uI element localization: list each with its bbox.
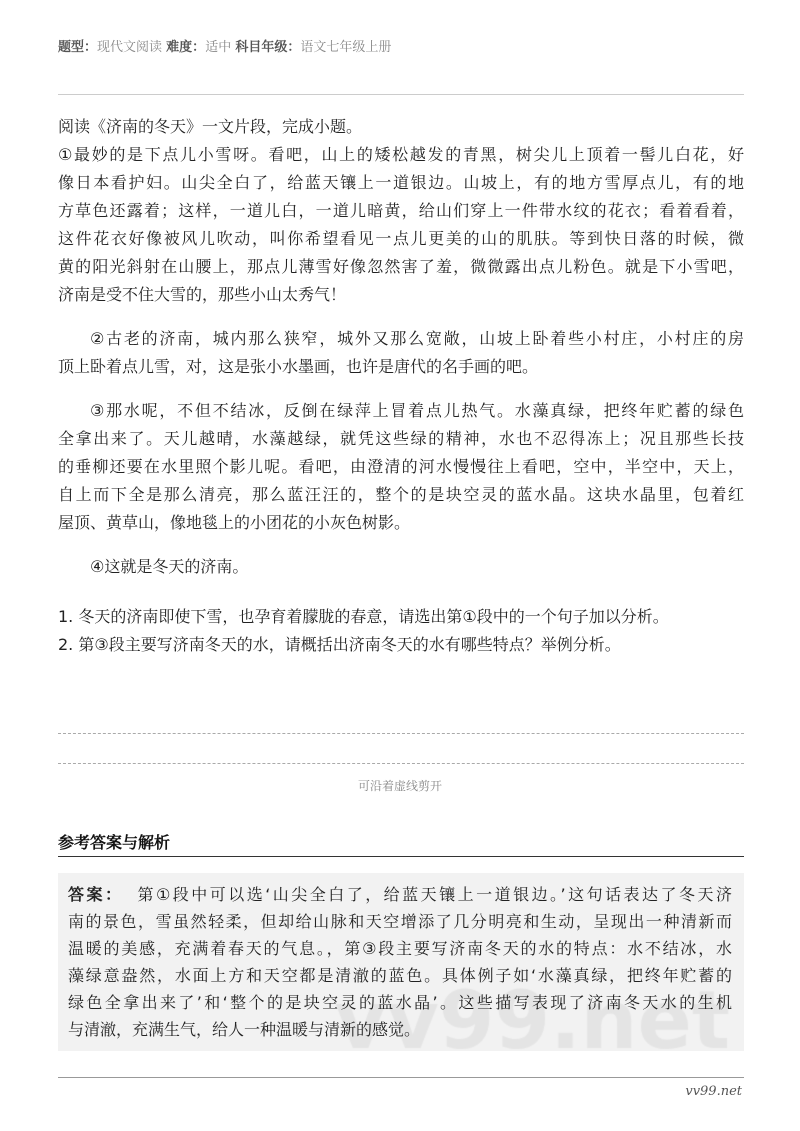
subject-value: 语文七年级上册 [300,40,392,55]
intro: 阅读《济南的冬天》一文片段，完成小题。 [58,117,363,136]
text-line: 自上而下全是那么清亮，那么蓝汪汪的，整个的是块空灵的蓝水晶。这块水晶里，包着红 [58,485,744,504]
question-meta [58,36,391,55]
answer-heading: 参考答案与解析 [58,833,171,852]
text-line: 黄的阳光斜射在山腰上，那点儿薄雪好像忽然害了羞，微微露出点儿粉色。就是下小雪吧， [58,257,744,276]
answer-line: 与清澈，充满生气，给人一种温暖与清新的感觉。 [68,1020,421,1039]
paragraph-3 [58,397,744,537]
difficulty-label: 难度： [166,40,206,55]
footer-site: vv99.net [685,1084,742,1099]
difficulty-value: 适中 [205,40,232,55]
text-line: 济南是受不住大雪的，那些小山太秀气！ [58,285,347,304]
paragraph-2 [58,325,744,381]
text-line: 的垂柳还要在水里照个影儿呢。看吧，由澄清的河水慢慢往上看吧，空中，半空中，天上， [58,457,744,476]
text-line: 像日本看护妇。山尖全白了，给蓝天镶上一道银边。山坡上，有的地方雪厚点儿，有的地 [58,173,744,192]
paragraph-4: ④这就是冬天的济南。 [90,557,249,576]
answer-line: 温暖的美感，充满着春天的气息。，第③段主要写济南冬天的水的特点：水不结冰，水 [68,939,732,958]
answer-line: 绿色全拿出来了’和‘整个的是块空灵的蓝水晶’。这些描写表现了济南冬天水的生机 [68,993,732,1012]
reading-passage [58,113,744,659]
answer-line: 南的景色，雪虽然轻柔，但却给山脉和天空增添了几分明亮和生动，呈现出一种清新而 [68,912,732,931]
answer-divider [58,856,744,857]
text-line: 顶上卧着点儿雪，对，这是张小水墨画，也许是唐代的名手画的吧。 [58,357,539,376]
text-line: 全拿出来了。天儿越晴，水藻越绿，就凭这些绿的精神，水也不忍得冻上；况且那些长技 [58,429,744,448]
question-1: 1. 冬天的济南即使下雪，也孕育着朦胧的春意，请选出第①段中的一个句子加以分析。 [58,607,669,626]
type-value: 现代文阅读 [97,40,163,55]
header-divider [58,94,744,95]
text-line: ①最妙的是下点儿小雪呀。看吧，山上的矮松越发的青黑，树尖儿上顶着一髻儿白花，好 [58,145,744,164]
cut-hint: 可沿着虚线剪开 [357,779,442,793]
answer-label: 答案： [68,885,124,904]
question-2: 2. 第③段主要写济南冬天的水，请概括出济南冬天的水有哪些特点？举例分析。 [58,635,621,654]
cut-line-1 [58,733,744,734]
answer-line [68,881,732,908]
text-line: 屋顶、黄草山，像地毯上的小团花的小灰色树影。 [58,513,411,532]
answer-box [58,873,744,1051]
text-line: ②古老的济南，城内那么狭窄，城外又那么宽敞，山坡上卧着些小村庄，小村庄的房 [90,329,744,348]
answer-line: 藻绿意盎然，水面上方和天空都是清澈的蓝色。具体例子如‘水藻真绿，把终年贮蓄的 [68,966,732,985]
subject-label: 科目年级： [235,40,301,55]
text-line: ③那水呢，不但不结冰，反倒在绿萍上冒着点儿热气。水藻真绿，把终年贮蓄的绿色 [90,401,744,420]
text-line: 这件花衣好像被风儿吹动，叫你希望看见一点儿更美的山的肌肤。等到快日落的时候，微 [58,229,744,248]
type-label: 题型： [58,40,98,55]
paragraph-1 [58,141,744,309]
answer-line-text: 第①段中可以选‘山尖全白了，给蓝天镶上一道银边。’这句话表达了冬天济 [137,885,732,904]
footer-divider [58,1077,744,1078]
text-line: 方草色还露着；这样，一道儿白，一道儿暗黄，给山们穿上一件带水纹的花衣；看着看着， [58,201,744,220]
cut-line-2 [58,763,744,764]
answer-text [68,881,732,1043]
